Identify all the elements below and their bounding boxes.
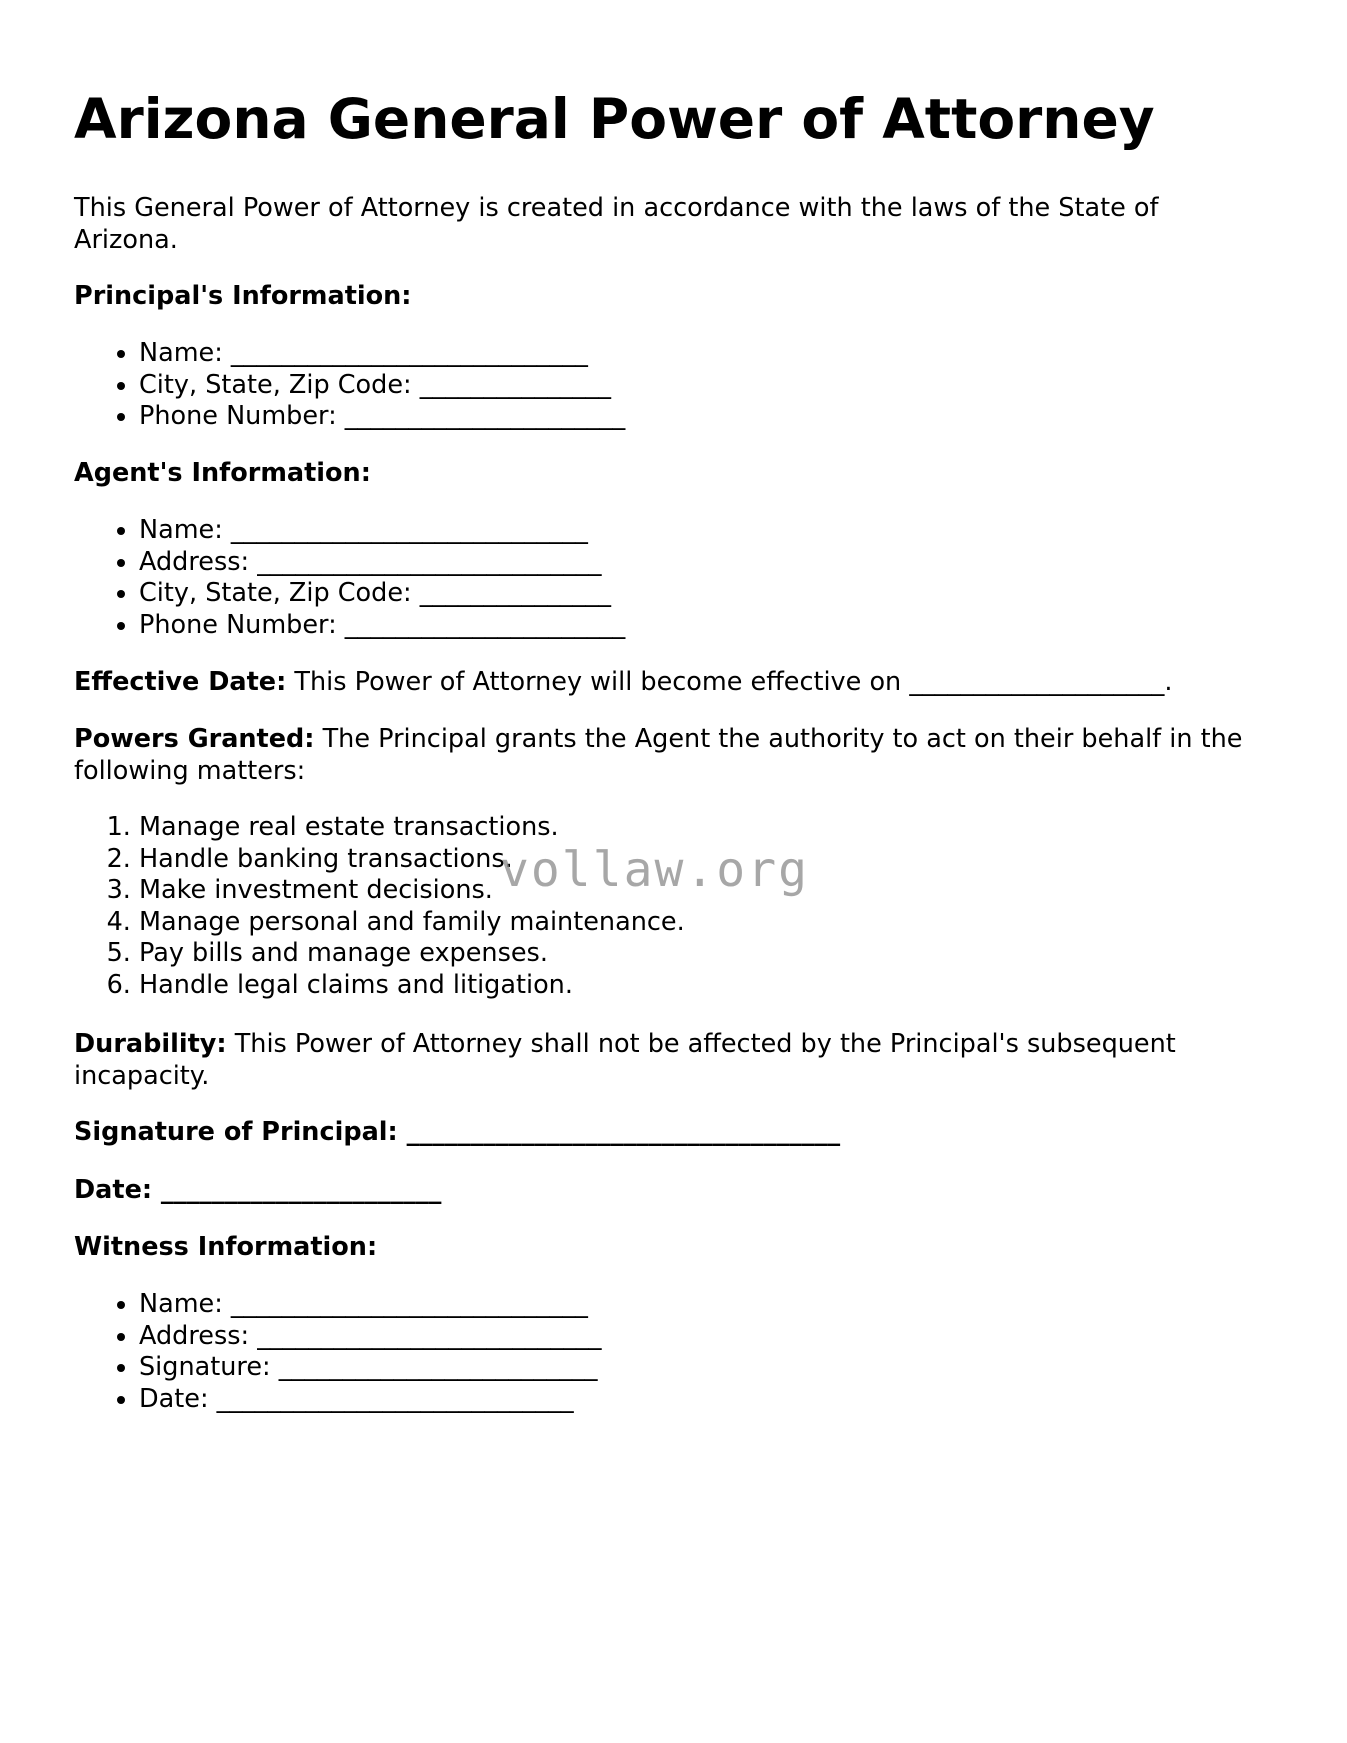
list-item: • City, State, Zip Code: _______________ xyxy=(139,578,1239,610)
list-item: • Phone Number: ______________________ xyxy=(139,401,1239,433)
witness-heading: Witness Information: xyxy=(74,1232,378,1262)
list-item: • Date: ____________________________ xyxy=(139,1384,1239,1416)
effective-date-text: This Power of Attorney will become effective on ____________________. xyxy=(286,667,1173,697)
list-item: • City, State, Zip Code: _______________ xyxy=(139,370,1239,402)
effective-date-label: Effective Date: xyxy=(74,667,287,697)
effective-date-paragraph xyxy=(74,667,1254,699)
list-item: 3. Make investment decisions. xyxy=(139,875,1239,907)
powers-list xyxy=(74,812,1239,1001)
agent-heading: Agent's Information: xyxy=(74,458,371,488)
powers-text: The Principal grants the Agent the authority to act on their behalf in the following matters: xyxy=(74,724,1243,786)
list-item: • Signature: _________________________ xyxy=(139,1352,1239,1384)
list-item: • Address: ___________________________ xyxy=(139,547,1239,579)
list-item: 2. Handle banking transactions. xyxy=(139,844,1239,876)
list-item: • Name: ____________________________ xyxy=(139,1289,1239,1321)
list-item: • Address: ___________________________ xyxy=(139,1321,1239,1353)
witness-fields-list xyxy=(74,1289,1239,1415)
durability-paragraph xyxy=(74,1029,1254,1092)
document-title: Arizona General Power of Attorney xyxy=(74,87,1155,151)
powers-paragraph xyxy=(74,724,1254,787)
list-item: 5. Pay bills and manage expenses. xyxy=(139,938,1239,970)
durability-label: Durability: xyxy=(74,1029,227,1059)
agent-fields-list xyxy=(74,515,1239,641)
list-item: 6. Handle legal claims and litigation. xyxy=(139,970,1239,1002)
intro-paragraph: This General Power of Attorney is created in accordance with the laws of the State of Arizona. xyxy=(74,193,1159,255)
list-item: • Name: ____________________________ xyxy=(139,515,1239,547)
durability-text: This Power of Attorney shall not be affected by the Principal's subsequent incapacity. xyxy=(74,1029,1176,1091)
signature-of-principal-line: Signature of Principal: __________________________________ xyxy=(74,1117,841,1147)
principal-heading: Principal's Information: xyxy=(74,281,412,311)
list-item: • Name: ____________________________ xyxy=(139,338,1239,370)
list-item: 1. Manage real estate transactions. xyxy=(139,812,1239,844)
list-item: • Phone Number: ______________________ xyxy=(139,610,1239,642)
powers-label: Powers Granted: xyxy=(74,724,315,754)
list-item: 4. Manage personal and family maintenance. xyxy=(139,907,1239,939)
principal-fields-list xyxy=(74,338,1239,433)
watermark: vollaw.org xyxy=(500,842,809,898)
date-line: Date: ______________________ xyxy=(74,1175,442,1205)
